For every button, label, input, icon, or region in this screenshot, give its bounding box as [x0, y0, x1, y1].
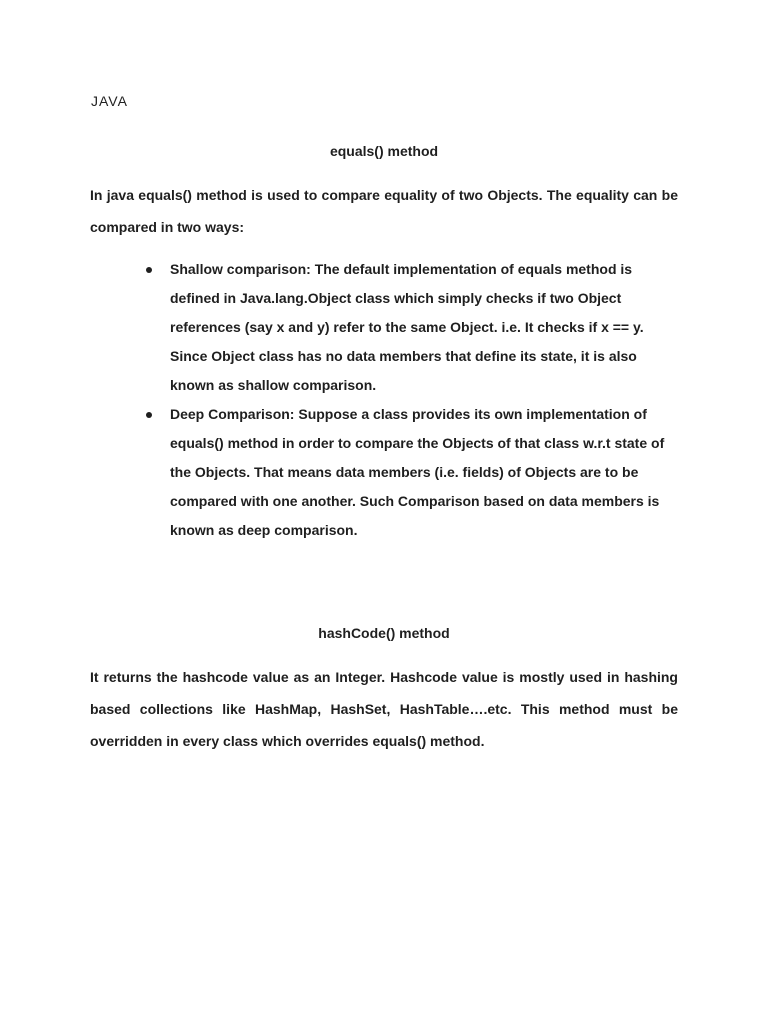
- list-item: [146, 255, 676, 400]
- document-label: JAVA: [91, 93, 128, 109]
- equals-intro-paragraph: In java equals() method is used to compare equality of two Objects. The equality can be compared in two ways:: [90, 187, 678, 235]
- list-item: [146, 400, 676, 545]
- comparison-bullet-list: [146, 255, 676, 545]
- hashcode-paragraph: It returns the hashcode value as an Integer. Hashcode value is mostly used in hashing based collections like HashMap, HashSet, HashTable….etc. This method must be overridden in every class which overrides equals() method.: [90, 669, 678, 749]
- section-heading-hashcode: hashCode() method: [318, 625, 450, 641]
- bullet-text-shallow: Shallow comparison: The default implementation of equals method is defined in Java.lang.Object class which simply checks if two Object references (say x and y) refer to the same Object. i.e. It checks if x == y. Since Object class has no data members that define its state, it is also known as shallow comparison.: [170, 261, 644, 393]
- bullet-text-deep: Deep Comparison: Suppose a class provides its own implementation of equals() method in order to compare the Objects of that class w.r.t state of the Objects. That means data members (i.e. fields) of Objects are to be compared with one another. Such Comparison based on data members is known as deep comparison.: [170, 406, 665, 538]
- bullet-icon: [146, 412, 152, 418]
- bullet-icon: [146, 267, 152, 273]
- section-heading-equals: equals() method: [329, 143, 439, 159]
